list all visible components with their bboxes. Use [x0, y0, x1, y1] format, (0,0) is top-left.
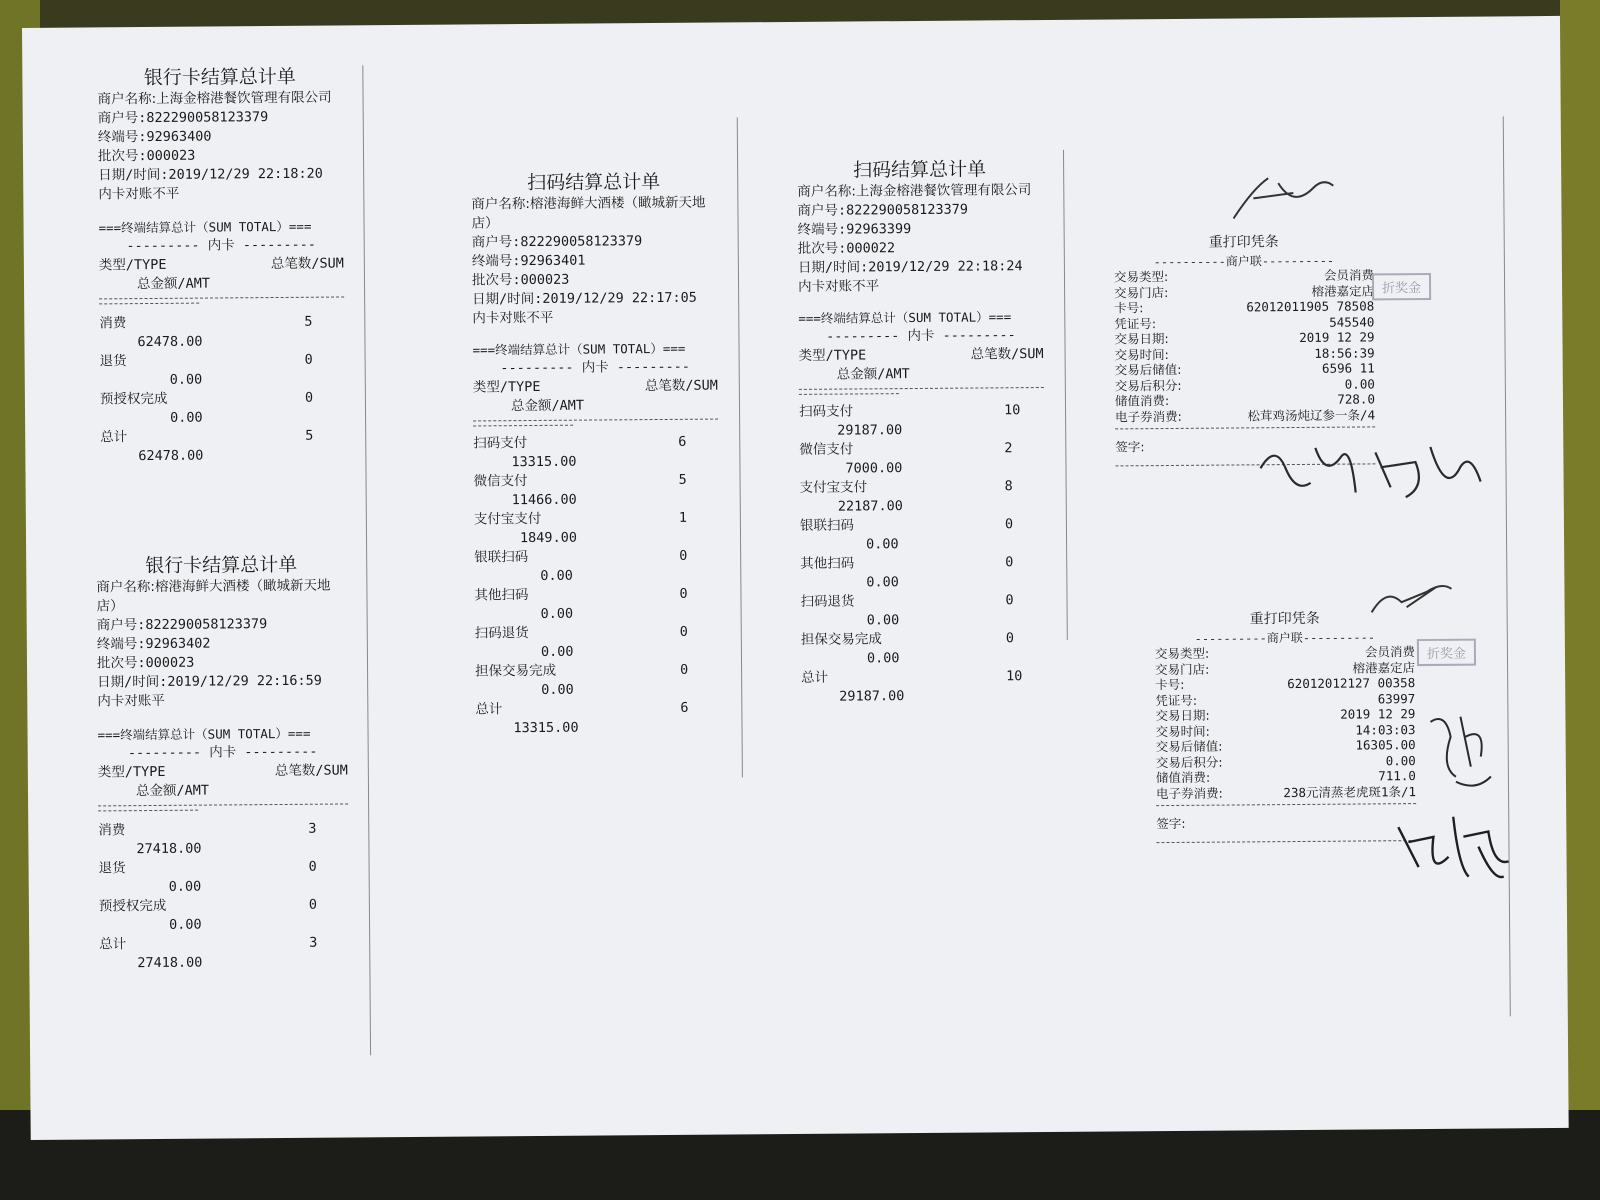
signature-handwritten [1393, 806, 1514, 887]
col-type: 类型/TYPE [472, 378, 541, 396]
field-row: 储值消费: 711.0 [1155, 768, 1416, 786]
table-row: 支付宝支付 8 22187.00 [799, 478, 1013, 515]
merchant-number: 商户号:822290058123379 [97, 109, 269, 127]
reprint-voucher [1155, 609, 1417, 847]
batch-number: 批次号:000023 [96, 654, 195, 672]
table-row: 总计 6 13315.00 [475, 699, 689, 737]
table-row: 扫码支付 6 13315.00 [473, 433, 687, 471]
signature-handwritten [1425, 706, 1496, 797]
field-row: 电子券消费: 238元清蒸老虎斑1条/1 [1155, 783, 1417, 801]
field-row: 交易时间: 18:56:39 [1114, 344, 1375, 362]
sum-total-header: ===终端结算总计（SUM TOTAL）=== [472, 340, 686, 358]
divider [473, 425, 573, 427]
scan-settlement-receipt [797, 160, 1046, 707]
table-row: 扫码退货 0 0.00 [800, 592, 1014, 629]
table-row: 预授权完成 0 0.00 [98, 896, 318, 933]
field-row: 交易门店: 榕港嘉定店 [1114, 282, 1375, 300]
field-row: 交易后储值: 6596 11 [1114, 360, 1375, 378]
inner-card-label: --------- 内卡 --------- [127, 743, 318, 762]
signature-handwritten [1255, 437, 1486, 509]
merchant-number: 商户号:822290058123379 [797, 201, 969, 219]
divider [1156, 803, 1416, 806]
date-time: 日期/时间:2019/12/29 22:18:24 [797, 258, 1023, 276]
batch-number: 批次号:000023 [97, 147, 196, 165]
merchant-name: 商户名称:榕港海鲜大酒楼（瞰城新天地店） [471, 194, 706, 232]
divider [99, 303, 199, 305]
table-row: 其他扫码 0 0.00 [474, 585, 688, 622]
col-amount: 总金额/AMT [836, 366, 910, 383]
copy-label: ----------商户联---------- [1194, 630, 1376, 646]
field-row: 交易后储值: 16305.00 [1155, 737, 1416, 755]
terminal-number: 终端号:92963400 [97, 128, 212, 146]
col-type: 类型/TYPE [98, 256, 167, 274]
table-row: 退货 0 0.00 [99, 351, 313, 388]
divider [799, 393, 899, 395]
voucher-title: 重打印凭条 [1208, 234, 1279, 251]
receipt-title: 银行卡结算总计单 [143, 65, 296, 90]
col-amount: 总金额/AMT [135, 782, 210, 800]
table-row: 消费 3 27418.00 [98, 820, 317, 858]
table-row: 支付宝支付 1 1849.00 [473, 509, 688, 547]
stamp: 折奖金 [1372, 273, 1431, 300]
table-row: 扫码退货 0 0.00 [474, 623, 688, 660]
fold-line [737, 117, 743, 777]
inner-card-label: --------- 内卡 --------- [500, 358, 691, 377]
signature-handwritten [1366, 577, 1456, 618]
table-row: 退货 0 0.00 [98, 858, 317, 895]
field-row: 交易类型: 会员消费 [1154, 644, 1415, 662]
field-row: 储值消费: 728.0 [1114, 391, 1376, 409]
date-time: 日期/时间:2019/12/29 22:17:05 [472, 289, 697, 308]
field-row: 交易门店: 榕港嘉定店 [1155, 659, 1416, 677]
signature-row: 签字: [1156, 815, 1186, 832]
inner-card-label: --------- 内卡 --------- [126, 236, 317, 255]
reconcile-status: 内卡对账不平 [98, 185, 180, 203]
fold-line [362, 65, 371, 1055]
col-amount: 总金额/AMT [136, 275, 211, 293]
field-row: 交易日期: 2019 12 29 [1155, 706, 1416, 724]
table-row: 银联扫码 0 0.00 [474, 547, 688, 584]
col-type: 类型/TYPE [97, 763, 166, 781]
inner-card-label: --------- 内卡 --------- [826, 327, 1016, 345]
merchant-name: 商户名称:上海金榕港餐饮管理有限公司 [797, 182, 1032, 200]
table-row: 其他扫码 0 0.00 [800, 554, 1014, 591]
merchant-name: 商户名称:上海金榕港餐饮管理有限公司 [97, 89, 332, 108]
merchant-name: 商户名称:榕港海鲜大酒楼（瞰城新天地店） [96, 577, 331, 615]
divider [1115, 426, 1375, 429]
date-time: 日期/时间:2019/12/29 22:18:20 [98, 165, 323, 184]
batch-number: 批次号:000023 [471, 271, 570, 289]
merchant-number: 商户号:822290058123379 [471, 233, 643, 251]
col-amount: 总金额/AMT [510, 397, 585, 415]
reconcile-status: 内卡对账不平 [472, 309, 554, 327]
sum-total-header: ===终端结算总计（SUM TOTAL）=== [97, 725, 311, 743]
terminal-number: 终端号:92963399 [797, 221, 912, 238]
field-row: 凭证号: 545540 [1114, 313, 1375, 331]
field-row: 电子券消费: 松茸鸡汤炖辽参一条/4 [1115, 406, 1376, 424]
divider [799, 387, 1044, 390]
receipt-title: 银行卡结算总计单 [145, 553, 298, 578]
table-row: 预授权完成 0 0.00 [99, 389, 314, 426]
field-row: 交易日期: 2019 12 29 [1114, 329, 1375, 347]
col-count: 总笔数/SUM [970, 345, 1044, 363]
sum-total-header: ===终端结算总计（SUM TOTAL）=== [98, 218, 312, 236]
merchant-number: 商户号:822290058123379 [96, 616, 268, 634]
col-count: 总笔数/SUM [644, 377, 718, 395]
table-row: 担保交易完成 0 0.00 [475, 661, 689, 698]
bank-card-settlement-receipt [97, 67, 345, 466]
terminal-number: 终端号:92963401 [471, 252, 586, 270]
bank-card-settlement-receipt [96, 555, 349, 973]
field-row: 交易后积分: 0.00 [1155, 752, 1416, 770]
table-row: 总计 5 62478.00 [100, 427, 314, 465]
divider [98, 810, 198, 812]
col-type: 类型/TYPE [798, 347, 867, 364]
table-row: 总计 3 27418.00 [99, 934, 318, 972]
table-row: 担保交易完成 0 0.00 [800, 630, 1015, 667]
batch-number: 批次号:000022 [797, 240, 896, 257]
sum-total-header: ===终端结算总计（SUM TOTAL）=== [798, 309, 1012, 326]
date-time: 日期/时间:2019/12/29 22:16:59 [97, 672, 322, 691]
field-row: 交易时间: 14:03:03 [1155, 721, 1416, 739]
field-row: 交易后积分: 0.00 [1114, 375, 1375, 393]
divider [473, 419, 718, 422]
table-row: 扫码支付 10 29187.00 [798, 402, 1021, 439]
field-row: 交易类型: 会员消费 [1113, 267, 1375, 285]
table-row: 微信支付 5 11466.00 [473, 471, 687, 509]
divider [98, 803, 348, 806]
table-row: 银联扫码 0 0.00 [799, 516, 1014, 553]
col-count: 总笔数/SUM [274, 762, 348, 780]
table-row: 总计 10 29187.00 [801, 668, 1023, 705]
table-row: 微信支付 2 7000.00 [799, 440, 1013, 477]
receipt-title: 扫码结算总计单 [527, 170, 661, 195]
scan-settlement-receipt [471, 170, 720, 739]
col-count: 总笔数/SUM [270, 255, 344, 273]
reprint-voucher [1114, 232, 1376, 470]
receipt-title: 扫码结算总计单 [853, 158, 987, 182]
signature-handwritten [1223, 168, 1343, 229]
paper-sheet [22, 16, 1569, 1140]
copy-label: ----------商户联---------- [1153, 253, 1335, 270]
terminal-number: 终端号:92963402 [96, 635, 211, 653]
table-row: 消费 5 62478.00 [99, 313, 313, 351]
fold-line [1063, 150, 1068, 640]
field-row: 卡号: 62012011905 78508 [1114, 298, 1375, 316]
signature-row: 签字: [1115, 439, 1145, 455]
stamp: 折奖金 [1417, 639, 1476, 666]
divider [1156, 840, 1416, 843]
reconcile-status: 内卡对账平 [97, 692, 165, 710]
divider [99, 296, 344, 299]
field-row: 卡号: 62012012127 00358 [1155, 675, 1416, 693]
reconcile-status: 内卡对账不平 [797, 278, 880, 295]
voucher-title: 重打印凭条 [1249, 610, 1320, 628]
field-row: 凭证号: 63997 [1155, 690, 1416, 708]
